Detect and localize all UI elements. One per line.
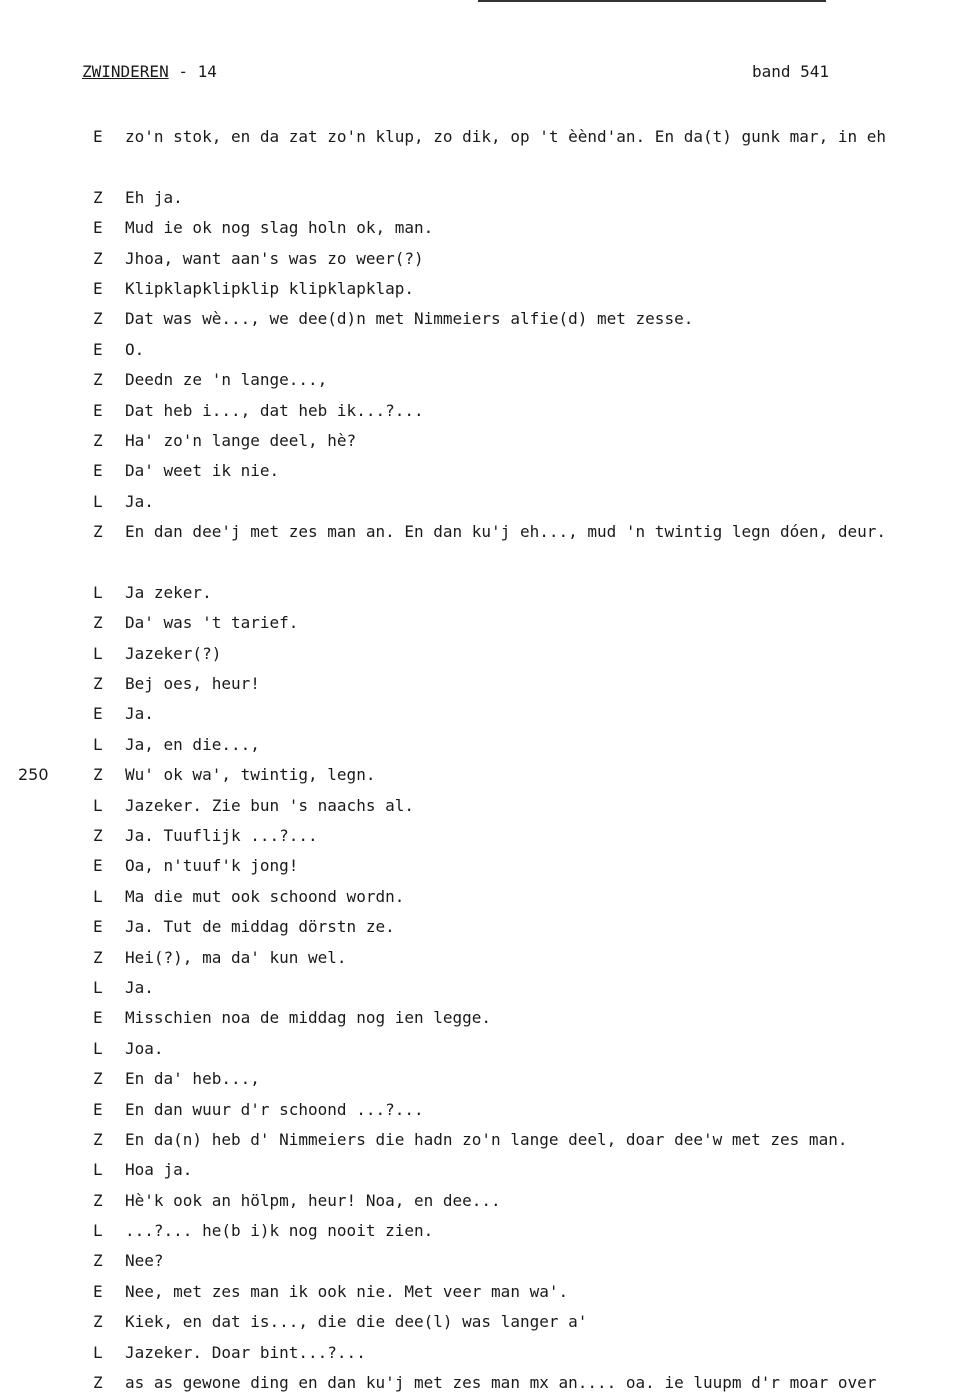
band-label: band 541 bbox=[752, 62, 830, 81]
utterance-text: Jazeker(?) bbox=[125, 643, 222, 663]
utterance-text: Eh ja. bbox=[125, 187, 183, 207]
transcript-line bbox=[0, 396, 973, 426]
speaker-label: Z bbox=[93, 613, 103, 633]
transcript-line bbox=[0, 1307, 973, 1337]
utterance-text: Jazeker. Zie bun 's naachs al. bbox=[125, 795, 414, 815]
speaker-label: L bbox=[93, 795, 103, 815]
speaker-label: E bbox=[93, 127, 103, 146]
utterance-text: Da' was 't tarief. bbox=[125, 613, 299, 633]
transcript-line bbox=[0, 122, 973, 183]
transcript-line bbox=[0, 730, 973, 760]
utterance-text: En dan dee'j met zes man an. En dan ku'j eh..., mud 'n twintig legn dóen, deur. bbox=[125, 522, 886, 542]
transcript-line bbox=[0, 1186, 973, 1216]
transcript-line bbox=[0, 1216, 973, 1246]
utterance-text: Ja. bbox=[125, 704, 154, 724]
speaker-label: L bbox=[93, 1038, 103, 1058]
transcript-line bbox=[0, 183, 973, 213]
speaker-label: Z bbox=[93, 1190, 103, 1210]
utterance-text: Ma die mut ook schoond wordn. bbox=[125, 886, 405, 906]
utterance-text: zo'n stok, en da zat zo'n klup, zo dik, op 't èènd'an. En da(t) gunk mar, in eh bbox=[125, 127, 886, 146]
speaker-label: Z bbox=[93, 187, 103, 207]
transcript-lines bbox=[0, 122, 973, 1398]
transcript-line bbox=[0, 335, 973, 365]
transcript-line bbox=[0, 821, 973, 851]
utterance-text: Jhoa, want aan's was zo weer(?) bbox=[125, 248, 424, 268]
utterance-text: Bej oes, heur! bbox=[125, 674, 260, 694]
utterance-text: Hei(?), ma da' kun wel. bbox=[125, 947, 347, 967]
utterance-text: Hoa ja. bbox=[125, 1160, 193, 1180]
transcript-line bbox=[0, 943, 973, 973]
speaker-label: Z bbox=[93, 947, 103, 967]
utterance-text: En dan wuur d'r schoond ...?... bbox=[125, 1099, 424, 1119]
speaker-label: L bbox=[93, 977, 103, 997]
speaker-label: E bbox=[93, 339, 103, 359]
transcript-line bbox=[0, 1246, 973, 1276]
transcript-line bbox=[0, 1338, 973, 1368]
document-title: ZWINDEREN bbox=[82, 62, 169, 81]
transcript-line bbox=[0, 760, 973, 790]
utterance-text: Da' weet ik nie. bbox=[125, 461, 280, 481]
transcript-line bbox=[0, 304, 973, 334]
speaker-label: Z bbox=[93, 674, 103, 694]
transcript-line bbox=[0, 699, 973, 729]
speaker-label: L bbox=[93, 491, 103, 511]
speaker-label: Z bbox=[93, 765, 103, 785]
speaker-label: E bbox=[93, 1281, 103, 1301]
speaker-label: Z bbox=[93, 1312, 103, 1332]
utterance-text: Dat heb i..., dat heb ik...?... bbox=[125, 400, 424, 420]
speaker-label: E bbox=[93, 218, 103, 238]
utterance-text: Oa, n'tuuf'k jong! bbox=[125, 856, 299, 876]
transcript-line bbox=[0, 244, 973, 274]
transcript-line bbox=[0, 669, 973, 699]
utterance-text: Joa. bbox=[125, 1038, 164, 1058]
speaker-label: Z bbox=[93, 522, 103, 542]
utterance-text: Nee, met zes man ik ook nie. Met veer man wa'. bbox=[125, 1281, 569, 1301]
page-header bbox=[82, 62, 217, 81]
utterance-text: Ja. bbox=[125, 491, 154, 511]
transcript-line bbox=[0, 973, 973, 1003]
utterance-text: Dat was wè..., we dee(d)n met Nimmeiers alfie(d) met zesse. bbox=[125, 309, 694, 329]
speaker-label: L bbox=[93, 1160, 103, 1180]
transcript-line bbox=[0, 1064, 973, 1094]
utterance-text: Hè'k ook an hölpm, heur! Noa, en dee... bbox=[125, 1190, 501, 1210]
utterance-text: O. bbox=[125, 339, 145, 359]
utterance-text: Kiek, en dat is..., die die dee(l) was langer a' bbox=[125, 1312, 588, 1332]
transcript-line bbox=[0, 639, 973, 669]
transcript-line bbox=[0, 456, 973, 486]
speaker-label: Z bbox=[93, 1251, 103, 1271]
utterance-text: as as gewone ding en dan ku'j met zes man mx an.... oa. ie luupm d'r moar over bbox=[125, 1373, 877, 1393]
top-rule bbox=[478, 0, 826, 2]
utterance-text: Nee? bbox=[125, 1251, 164, 1271]
transcript-line bbox=[0, 1034, 973, 1064]
speaker-label: L bbox=[93, 734, 103, 754]
utterance-text: En da(n) heb d' Nimmeiers die hadn zo'n lange deel, doar dee'w met zes man. bbox=[125, 1129, 848, 1149]
transcript-line bbox=[0, 882, 973, 912]
transcript-line bbox=[0, 1277, 973, 1307]
speaker-label: Z bbox=[93, 1129, 103, 1149]
utterance-text: Wu' ok wa', twintig, legn. bbox=[125, 765, 376, 785]
utterance-text: Ja. bbox=[125, 977, 154, 997]
transcript-line bbox=[0, 1003, 973, 1033]
utterance-text: Ha' zo'n lange deel, hè? bbox=[125, 430, 357, 450]
transcript-line bbox=[0, 912, 973, 942]
speaker-label: Z bbox=[93, 248, 103, 268]
speaker-label: Z bbox=[93, 309, 103, 329]
transcript-line bbox=[0, 851, 973, 881]
utterance-text: Ja, en die..., bbox=[125, 734, 260, 754]
transcript-line bbox=[0, 791, 973, 821]
speaker-label: L bbox=[93, 582, 103, 602]
speaker-label: L bbox=[93, 643, 103, 663]
transcript-line bbox=[0, 365, 973, 395]
utterance-text: Klipklapklipklip klipklapklap. bbox=[125, 278, 414, 298]
transcript-line bbox=[0, 213, 973, 243]
utterance-text: Deedn ze 'n lange..., bbox=[125, 370, 328, 390]
speaker-label: L bbox=[93, 886, 103, 906]
utterance-text: En da' heb..., bbox=[125, 1069, 260, 1089]
speaker-label: Z bbox=[93, 1373, 103, 1393]
utterance-text: ...?... he(b i)k nog nooit zien. bbox=[125, 1221, 434, 1241]
speaker-label: L bbox=[93, 1221, 103, 1241]
transcript-line bbox=[0, 1095, 973, 1125]
transcript-line bbox=[0, 517, 973, 578]
utterance-text: Ja zeker. bbox=[125, 582, 212, 602]
speaker-label: Z bbox=[93, 1069, 103, 1089]
transcript-line bbox=[0, 426, 973, 456]
speaker-label: E bbox=[93, 400, 103, 420]
speaker-label: E bbox=[93, 278, 103, 298]
speaker-label: E bbox=[93, 1008, 103, 1028]
utterance-text: Misschien noa de middag nog ien legge. bbox=[125, 1008, 492, 1028]
utterance-text: Ja. Tut de middag dörstn ze. bbox=[125, 917, 395, 937]
transcript-line bbox=[0, 274, 973, 304]
utterance-text: Jazeker. Doar bint...?... bbox=[125, 1342, 366, 1362]
speaker-label: L bbox=[93, 1342, 103, 1362]
speaker-label: E bbox=[93, 917, 103, 937]
transcript-line bbox=[0, 1125, 973, 1155]
speaker-label: E bbox=[93, 856, 103, 876]
speaker-label: E bbox=[93, 461, 103, 481]
line-number: 250 bbox=[18, 765, 49, 785]
speaker-label: Z bbox=[93, 430, 103, 450]
transcript-line bbox=[0, 487, 973, 517]
page-number: - 14 bbox=[178, 62, 217, 81]
transcript-line bbox=[0, 1155, 973, 1185]
transcript-line bbox=[0, 578, 973, 608]
speaker-label: E bbox=[93, 1099, 103, 1119]
transcript-line bbox=[0, 608, 973, 638]
speaker-label: Z bbox=[93, 826, 103, 846]
speaker-label: E bbox=[93, 704, 103, 724]
speaker-label: Z bbox=[93, 370, 103, 390]
utterance-text: Ja. Tuuflijk ...?... bbox=[125, 826, 318, 846]
utterance-text: Mud ie ok nog slag holn ok, man. bbox=[125, 218, 434, 238]
